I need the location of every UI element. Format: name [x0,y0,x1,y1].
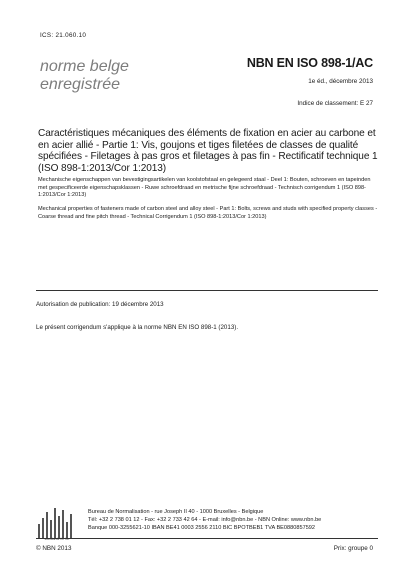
bank-details: Banque 000-3255621-10 IBAN BE41 0003 2556 2110 BIC BPOTBEB1 TVA BE0880857592 [88,525,316,531]
address-line-1: Bureau de Normalisation - rue Joseph II 40 - 1000 Bruxelles - Belgique [88,509,264,515]
english-title: Mechanical properties of fasteners made of carbon steel and alloy steel - Part 1: Bolts, screws and studs with specified property classes - Coarse thread and fine pitch thread - Technical Corrigendum 1 (ISO 898-1:2013/Cor 1:2013) [38,206,378,220]
dutch-title: Mechanische eigenschappen van bevestigingsartikelen van koolstofstaal en gelegeerd staal - Deel 1: Bouten, schroeven en tapeinden met gespecificeerde eigenschapsklassen - Ruwe schroefdraad en metrische fijne schroefdraad - Technisch corrigendum 1 (ISO 898-1:2013/Cor 1:2013) [38,177,371,199]
ics-code: ICS: 21.060.10 [40,32,87,39]
copyright: © NBN 2013 [36,545,72,552]
divider [36,290,378,291]
french-title: Caractéristiques mécaniques des éléments de fixation en acier au carbone et en acier allié - Partie 1: Vis, goujons et tiges filetées de classes de qualité spécifiées - Filetages à pas gros et filetages à pas fin - Rectificatif technique 1 (ISO 898-1:2013/Cor 1:2013) [38,128,378,174]
brand-line-1: norme belge [40,58,129,75]
corrigendum-note: Le présent corrigendum s'applique à la norme NBN EN ISO 898-1 (2013). [36,324,239,331]
publication-authorization: Autorisation de publication: 19 décembre 2013 [36,301,164,308]
brand-title [40,58,170,94]
edition-date: 1e éd., décembre 2013 [308,78,373,85]
price-group: Prix: groupe 0 [333,545,373,552]
classification-index: Indice de classement: E 27 [297,100,373,107]
brand-line-2: enregistrée [40,76,121,93]
footer-divider [36,538,378,539]
address-line-2: Tél: +32 2 738 01 12 - Fax: +32 2 733 42 64 - E-mail: info@nbn.be - NBN Online: www.nbn.be [88,517,322,523]
standard-number: NBN EN ISO 898-1/AC [246,56,373,70]
slogan: standards for life [44,537,70,541]
